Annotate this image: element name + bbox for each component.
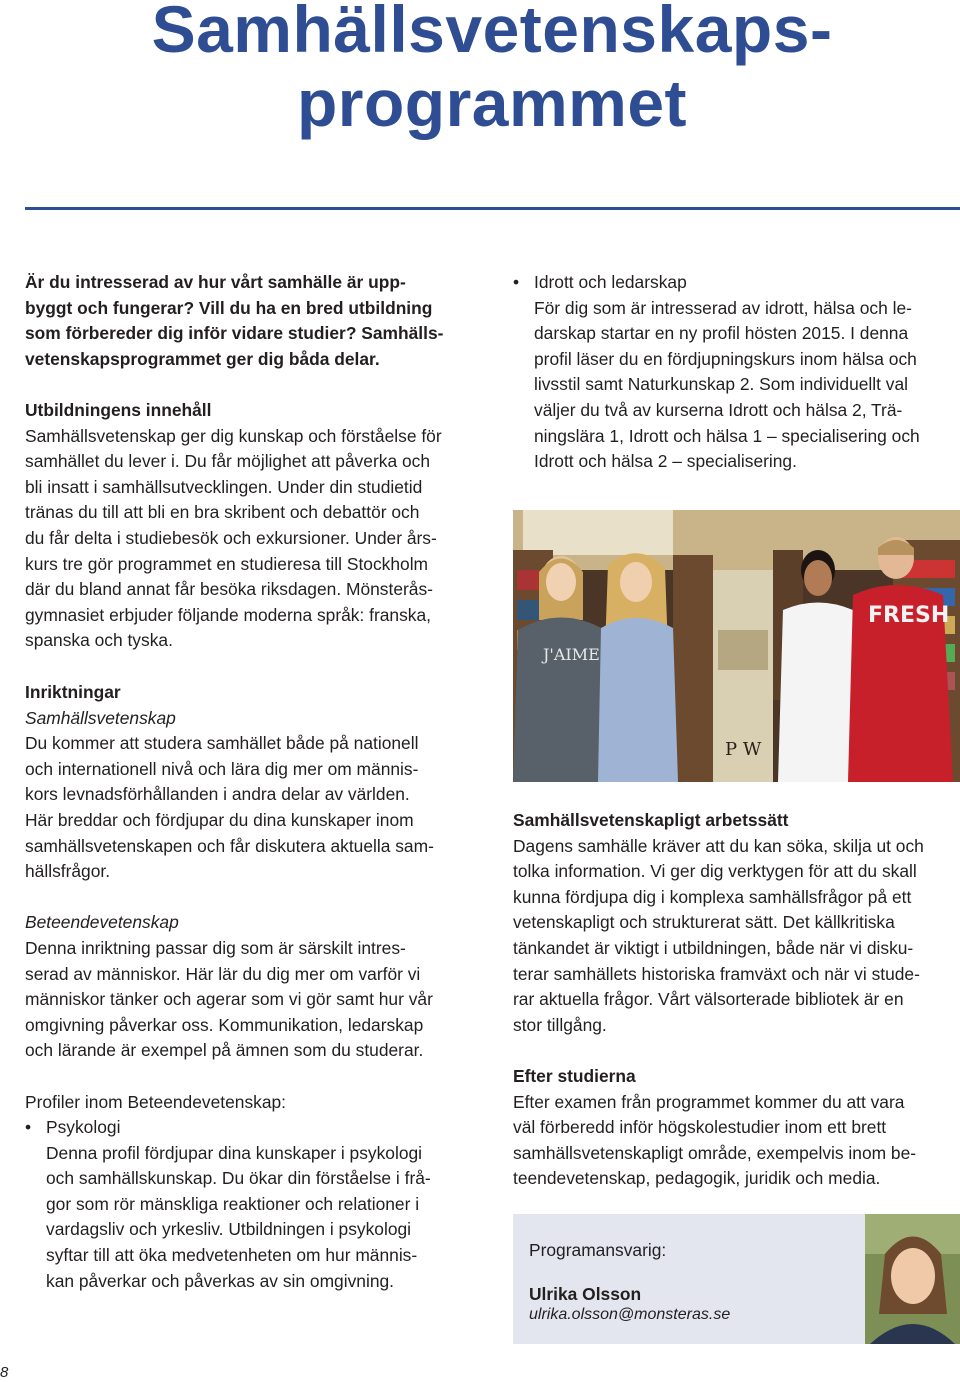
intro-line: byggt och fungerar? Vill du ha en bred utbildning bbox=[25, 297, 433, 318]
students-photo bbox=[513, 510, 960, 782]
content-line: gymnasiet erbjuder följande moderna språk: franska, bbox=[25, 604, 431, 625]
sculpture-sign-text: P W bbox=[725, 739, 762, 760]
efter-line: Efter examen från programmet kommer du att vara bbox=[513, 1091, 905, 1112]
shirt-text-1: J'AIME bbox=[543, 645, 600, 664]
arbetssatt-line: terar samhällets historiska framväxt och när vi stude- bbox=[513, 963, 920, 984]
arbetssatt-paragraph bbox=[513, 834, 960, 1039]
content-line: samhället du lever i. Du får möjlighet att påverka och bbox=[25, 451, 431, 472]
idrott-item bbox=[513, 270, 958, 475]
psykologi-line: gor som rör mänskliga reaktioner och relationer i bbox=[46, 1193, 420, 1214]
samhall-line: hällsfrågor. bbox=[25, 861, 111, 882]
contact-box bbox=[513, 1214, 865, 1344]
efter-paragraph bbox=[513, 1090, 960, 1192]
contact-label: Programansvarig: bbox=[529, 1240, 667, 1260]
sculpture bbox=[713, 570, 773, 782]
content-line: bli insatt i samhällsutvecklingen. Under din studietid bbox=[25, 476, 423, 497]
contact-email[interactable]: ulrika.olsson@monsteras.se bbox=[529, 1306, 731, 1323]
beteende-subheading: Beteendevetenskap bbox=[25, 912, 179, 933]
content-line: tränas du till att bli en bra skribent och debattör och bbox=[25, 502, 420, 523]
content-line: Samhällsvetenskap ger dig kunskap och förståelse för bbox=[25, 425, 442, 446]
left-column-top bbox=[25, 270, 480, 654]
content-line: där du bland annat får besöka riksdagen. Mönsterås- bbox=[25, 579, 433, 600]
right-column-top bbox=[513, 270, 958, 475]
efter-heading: Efter studierna bbox=[513, 1065, 636, 1086]
bullet-icon: • bbox=[513, 272, 520, 292]
samhall-line: Du kommer att studera samhället både på nationell bbox=[25, 733, 419, 754]
psykologi-line: kan påverkar och påverkas av sin omgivning. bbox=[46, 1270, 394, 1291]
psykologi-line: och samhällskunskap. Du ökar din förståelse i frå- bbox=[46, 1168, 431, 1189]
arbetssatt-line: rar aktuella frågor. Vårt välsorterade bibliotek är en bbox=[513, 989, 904, 1010]
page-title-line-1: Samhällsvetenskaps- bbox=[151, 0, 833, 66]
beteende-line: och lärande är exempel på ämnen som du studerar. bbox=[25, 1040, 424, 1061]
arbetssatt-line: vetenskapligt och strukturerat sätt. Det källkritiska bbox=[513, 912, 895, 933]
right-column-middle bbox=[513, 808, 960, 1192]
samhall-subheading: Samhällsvetenskap bbox=[25, 707, 176, 728]
idrott-title: Idrott och ledarskap bbox=[534, 272, 687, 292]
arbetssatt-line: tolka information. Vi ger dig verktygen för att du skall bbox=[513, 861, 917, 882]
idrott-line: För dig som är intresserad av idrott, hälsa och le- bbox=[534, 297, 912, 318]
arbetssatt-line: kunna fördjupa dig i komplexa samhällsfrågor på ett bbox=[513, 886, 912, 907]
intro-line: som förbereder dig inför vidare studier? Samhälls- bbox=[25, 323, 444, 344]
beteende-line: serad av människor. Här lär du dig mer om varför vi bbox=[25, 963, 421, 984]
samhall-line: kors levnadsförhållanden i andra delar av världen. bbox=[25, 784, 410, 805]
idrott-line: Idrott och hälsa 2 – specialisering. bbox=[534, 451, 797, 472]
content-line: du får delta i studiebesök och exkursioner. Under års- bbox=[25, 527, 437, 548]
title-divider bbox=[25, 207, 960, 210]
page-title-line-2: programmet bbox=[296, 66, 688, 140]
efter-line: väl förberedd inför högskolestudier inom ett brett bbox=[513, 1117, 887, 1138]
idrott-line: darskap startar en ny profil hösten 2015. I denna bbox=[534, 323, 909, 344]
intro-line: Är du intresserad av hur vårt samhälle är upp- bbox=[25, 272, 406, 292]
content-line: kurs tre gör programmet en studieresa till Stockholm bbox=[25, 553, 429, 574]
profiler-heading: Profiler inom Beteendevetenskap: bbox=[25, 1091, 287, 1112]
arbetssatt-line: tänkandet är viktigt i utbildningen, både när vi disku- bbox=[513, 937, 914, 958]
intro-paragraph bbox=[25, 270, 480, 372]
psykologi-line: Denna profil fördjupar dina kunskaper i psykologi bbox=[46, 1142, 423, 1163]
idrott-line: profil läser du en fördjupningskurs inom hälsa och bbox=[534, 348, 917, 369]
arbetssatt-line: stor tillgång. bbox=[513, 1014, 607, 1035]
efter-line: teendevetenskap, pedagogik, juridik och media. bbox=[513, 1168, 881, 1189]
contact-name: Ulrika Olsson bbox=[529, 1284, 642, 1304]
psykologi-item bbox=[25, 1115, 480, 1294]
psykologi-line: vardagsliv och yrkesliv. Utbildningen i psykologi bbox=[46, 1219, 412, 1240]
arbetssatt-heading: Samhällsvetenskapligt arbetssätt bbox=[513, 810, 789, 830]
psykologi-title: Psykologi bbox=[46, 1117, 121, 1138]
beteende-line: människor tänker och agerar som vi gör samt hur vår bbox=[25, 989, 433, 1010]
shirt-text-2: FRESH bbox=[868, 603, 950, 628]
intro-line: vetenskapsprogrammet ger dig båda delar. bbox=[25, 348, 380, 369]
idrott-line: ningslära 1, Idrott och hälsa 1 – specialisering och bbox=[534, 425, 920, 446]
beteende-line: omgivning påverkar oss. Kommunikation, ledarskap bbox=[25, 1014, 424, 1035]
beteende-line: Denna inriktning passar dig som är särskilt intres- bbox=[25, 937, 406, 958]
idrott-line: livsstil samt Naturkunskap 2. Som individuellt val bbox=[534, 374, 909, 395]
contact-portrait bbox=[865, 1214, 960, 1344]
samhall-line: och internationell nivå och lära dig mer om männis- bbox=[25, 758, 419, 779]
samhall-line: samhällsvetenskapen och får diskutera aktuella sam- bbox=[25, 835, 434, 856]
beteende-paragraph bbox=[25, 936, 480, 1064]
inriktningar-heading: Inriktningar bbox=[25, 682, 121, 702]
samhall-paragraph bbox=[25, 731, 480, 885]
samhall-line: Här breddar och fördjupar du dina kunskaper inom bbox=[25, 809, 414, 830]
page-number: 8 bbox=[0, 1364, 9, 1381]
efter-line: samhällsvetenskapligt område, exempelvis inom be- bbox=[513, 1142, 917, 1163]
content-line: spanska och tyska. bbox=[25, 630, 173, 651]
arbetssatt-line: Dagens samhälle kräver att du kan söka, skilja ut och bbox=[513, 835, 924, 856]
left-column-bottom bbox=[25, 680, 480, 1294]
content-heading: Utbildningens innehåll bbox=[25, 399, 212, 420]
bullet-icon: • bbox=[25, 1117, 32, 1138]
idrott-line: väljer du två av kurserna Idrott och hälsa 2, Trä- bbox=[534, 399, 903, 420]
content-paragraph bbox=[25, 424, 480, 654]
psykologi-line: syftar till att öka medvetenheten om hur männis- bbox=[46, 1245, 418, 1266]
